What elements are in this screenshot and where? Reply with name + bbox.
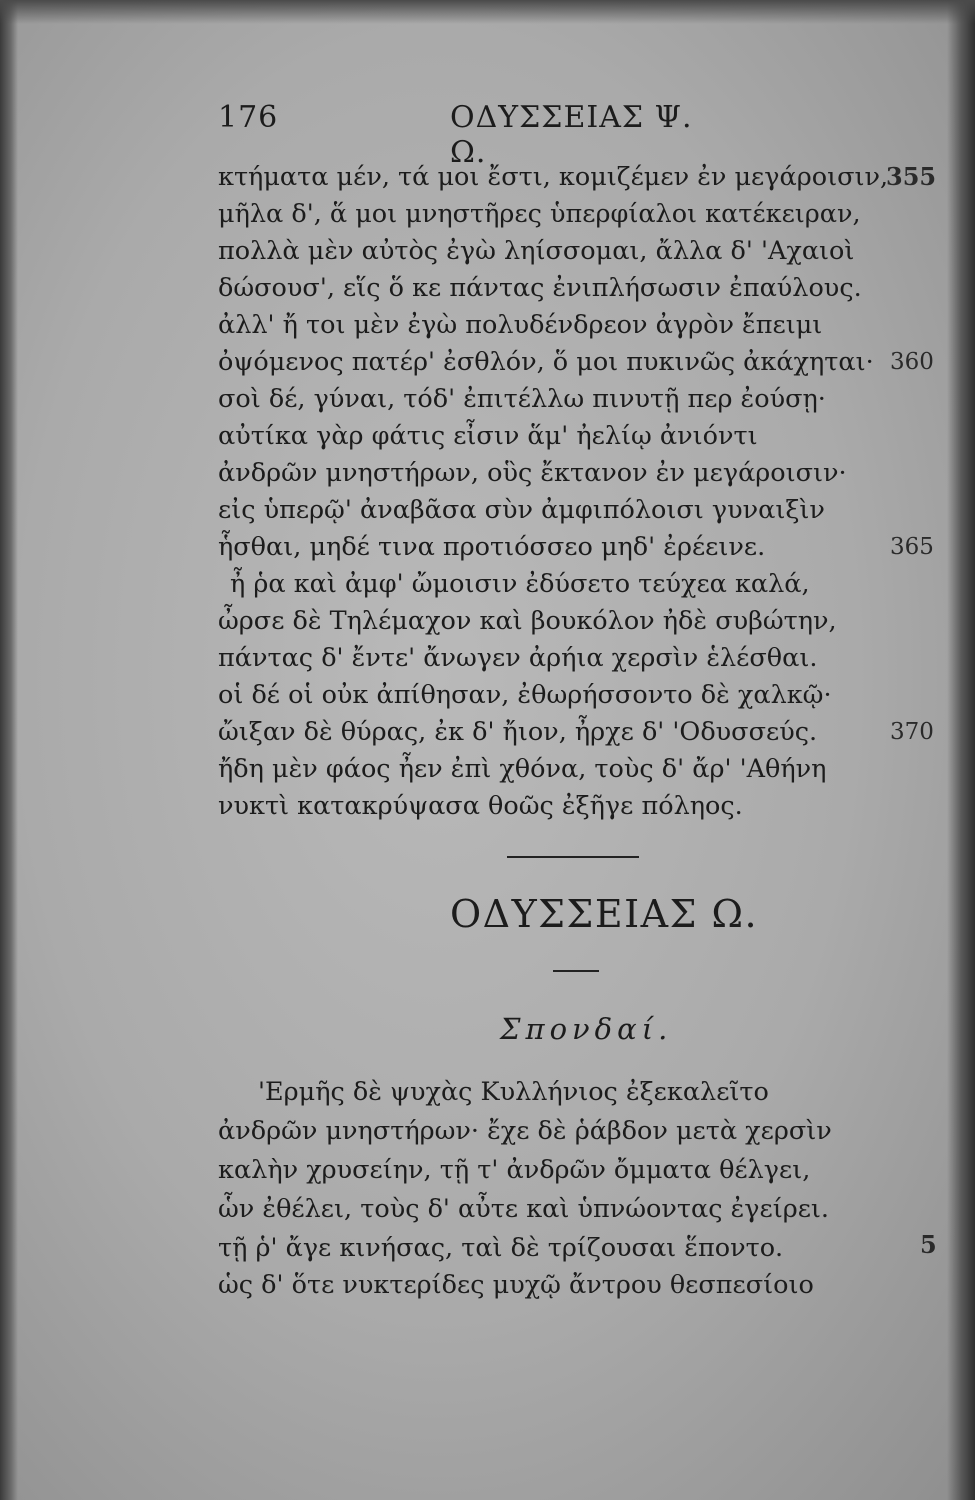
book-subtitle: Σπονδαί. xyxy=(500,1012,673,1046)
verse-line: πολλὰ μὲν αὐτὸς ἐγὼ ληίσσομαι, ἄλλα δ' 'Αχαιοὶ xyxy=(218,236,855,266)
verse-line: ἧσθαι, μηδέ τινα προτιόσσεο μηδ' ἐρέεινε. xyxy=(218,532,766,562)
page-number: 176 xyxy=(218,100,279,135)
verse-line: ἦ ῥα καὶ ἀμφ' ὤμοισιν ἐδύσετο τεύχεα καλά, xyxy=(230,569,810,599)
verse-line: πάντας δ' ἔντε' ἄνωγεν ἀρήια χερσὶν ἑλέσθαι. xyxy=(218,643,818,673)
line-number: 365 xyxy=(890,534,934,560)
page-edge-shadow-right xyxy=(947,0,975,1500)
line-number: 355 xyxy=(886,162,937,191)
verse-line: δώσουσ', εἵς ὅ κε πάντας ἐνιπλήσωσιν ἐπαύλους. xyxy=(218,273,862,303)
verse-line: ὀψόμενος πατέρ' ἐσθλόν, ὅ μοι πυκινῶς ἀκάχηται· xyxy=(218,347,874,377)
verse-line: ἀλλ' ἤ τοι μὲν ἐγὼ πολυδένδρεον ἀγρὸν ἔπειμι xyxy=(218,310,823,340)
line-number: 370 xyxy=(890,719,934,745)
verse-line: ἀνδρῶν μνηστήρων· ἔχε δὲ ῥάβδον μετὰ χερσὶν xyxy=(218,1116,832,1146)
title-divider-rule xyxy=(553,970,599,972)
verse-line: καλὴν χρυσείην, τῇ τ' ἀνδρῶν ὄμματα θέλγει, xyxy=(218,1155,811,1185)
verse-line: νυκτὶ κατακρύψασα θοῶς ἐξῆγε πόληος. xyxy=(218,791,743,821)
verse-line: μῆλα δ', ἅ μοι μνηστῆρες ὑπερφίαλοι κατέκειραν, xyxy=(218,199,861,229)
section-divider-rule xyxy=(507,856,639,858)
verse-line: τῇ ῥ' ἄγε κινήσας, ταὶ δὲ τρίζουσαι ἕποντο. xyxy=(218,1233,784,1263)
verse-line: κτήματα μέν, τά μοι ἔστι, κομιζέμεν ἐν μεγάροισιν, xyxy=(218,162,889,192)
page-edge-shadow-left xyxy=(0,0,18,1500)
verse-line: ὤιξαν δὲ θύρας, ἐκ δ' ἤιον, ἦρχε δ' 'Οδυσσεύς. xyxy=(218,717,818,747)
running-header xyxy=(218,100,738,170)
verse-line: σοὶ δέ, γύναι, τόδ' ἐπιτέλλω πινυτῇ περ ἐούσῃ· xyxy=(218,384,826,414)
verse-line: οἱ δέ οἱ οὐκ ἀπίθησαν, ἐθωρήσσοντο δὲ χαλκῷ· xyxy=(218,680,832,710)
line-number: 5 xyxy=(920,1230,937,1259)
line-number: 360 xyxy=(890,349,934,375)
verse-line: ὧν ἐθέλει, τοὺς δ' αὖτε καὶ ὑπνώοντας ἐγείρει. xyxy=(218,1194,830,1224)
verse-line: 'Ερμῆς δὲ ψυχὰς Κυλλήνιος ἐξεκαλεῖτο xyxy=(258,1077,769,1107)
verse-line: αὐτίκα γὰρ φάτις εἶσιν ἅμ' ἠελίῳ ἀνιόντι xyxy=(218,421,758,451)
verse-line: ἤδη μὲν φάος ἦεν ἐπὶ χθόνα, τοὺς δ' ἄρ' 'Αθήνη xyxy=(218,754,827,784)
verse-line: ὦρσε δὲ Τηλέμαχον καὶ βουκόλον ἠδὲ συβώτην, xyxy=(218,606,837,636)
verse-line: ὡς δ' ὅτε νυκτερίδες μυχῷ ἄντρου θεσπεσίοιο xyxy=(218,1270,814,1300)
page-edge-shadow-top xyxy=(0,0,975,24)
verse-line: εἰς ὑπερῷ' ἀναβᾶσα σὺν ἀμφιπόλοισι γυναιξὶν xyxy=(218,495,825,525)
book-title: ΟΔΥΣΣΕΙΑΣ Ω. xyxy=(450,892,759,936)
running-title: ΟΔΥΣΣΕΙΑΣ Ψ. Ω. xyxy=(450,100,693,170)
verse-line: ἀνδρῶν μνηστήρων, οὓς ἔκτανον ἐν μεγάροισιν· xyxy=(218,458,847,488)
